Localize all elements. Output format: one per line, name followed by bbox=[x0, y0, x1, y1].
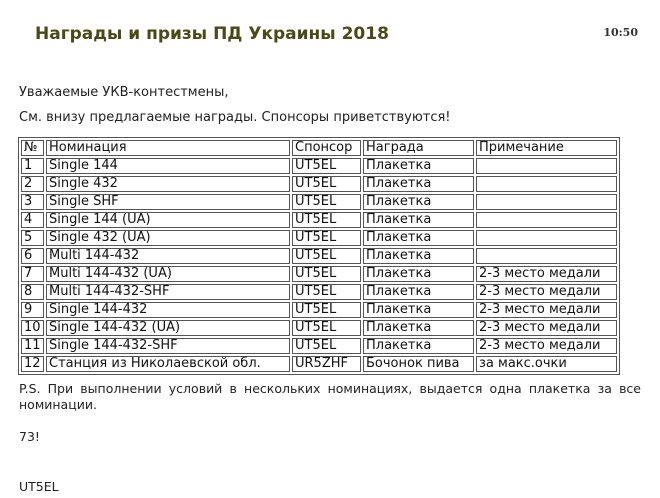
table-cell: Плакетка bbox=[363, 284, 474, 300]
table-cell: Single 432 (UA) bbox=[46, 230, 290, 246]
table-cell: Single 144-432 (UA) bbox=[46, 320, 290, 336]
table-cell: Плакетка bbox=[363, 248, 474, 264]
table-cell: UT5EL bbox=[292, 248, 361, 264]
table-cell: UT5EL bbox=[292, 302, 361, 318]
table-cell: 7 bbox=[21, 266, 44, 282]
column-header: № bbox=[21, 140, 44, 156]
table-cell bbox=[476, 158, 617, 174]
table-cell: Плакетка bbox=[363, 194, 474, 210]
table-cell: 12 bbox=[21, 356, 44, 372]
table-cell bbox=[476, 194, 617, 210]
table-cell: 2-3 место медали bbox=[476, 266, 617, 282]
timestamp: 10:50 bbox=[603, 26, 638, 39]
column-header: Награда bbox=[363, 140, 474, 156]
table-cell: Single 144-432 bbox=[46, 302, 290, 318]
table-cell: Multi 144-432 bbox=[46, 248, 290, 264]
table-cell: 9 bbox=[21, 302, 44, 318]
column-header: Спонсор bbox=[292, 140, 361, 156]
table-cell: 2-3 место медали bbox=[476, 284, 617, 300]
table-cell: UT5EL bbox=[292, 320, 361, 336]
table-row bbox=[21, 176, 617, 192]
page-title: Награды и призы ПД Украины 2018 bbox=[35, 24, 389, 44]
table-row bbox=[21, 248, 617, 264]
table-cell bbox=[476, 212, 617, 228]
closing-text: 73! bbox=[19, 429, 40, 444]
table-cell: UT5EL bbox=[292, 176, 361, 192]
table-cell: UT5EL bbox=[292, 194, 361, 210]
table-cell: Плакетка bbox=[363, 302, 474, 318]
greeting-text: Уважаемые УКВ-контестмены, bbox=[19, 85, 229, 100]
table-cell: Плакетка bbox=[363, 158, 474, 174]
table-cell: 6 bbox=[21, 248, 44, 264]
table-cell: Single 144 (UA) bbox=[46, 212, 290, 228]
table-cell: UR5ZHF bbox=[292, 356, 361, 372]
table-cell: UT5EL bbox=[292, 266, 361, 282]
table-row bbox=[21, 356, 617, 372]
table-cell: UT5EL bbox=[292, 338, 361, 354]
table-cell: Single 144 bbox=[46, 158, 290, 174]
table-cell: Плакетка bbox=[363, 176, 474, 192]
intro-text: См. внизу предлагаемые награды. Спонсоры приветствуются! bbox=[19, 110, 451, 125]
table-cell: Станция из Николаевской обл. bbox=[46, 356, 290, 372]
table-cell: Single SHF bbox=[46, 194, 290, 210]
column-header: Примечание bbox=[476, 140, 617, 156]
table-cell: Multi 144-432-SHF bbox=[46, 284, 290, 300]
table-row bbox=[21, 302, 617, 318]
table-cell: Бочонок пива bbox=[363, 356, 474, 372]
postscript-text: P.S. При выполнении условий в нескольких номинациях, выдается одна плакетка за все номинации. bbox=[19, 381, 641, 412]
table-cell: 3 bbox=[21, 194, 44, 210]
table-cell: за макс.очки bbox=[476, 356, 617, 372]
table-cell bbox=[476, 248, 617, 264]
column-header: Номинация bbox=[46, 140, 290, 156]
table-cell: Плакетка bbox=[363, 338, 474, 354]
table-row bbox=[21, 338, 617, 354]
table-cell: Плакетка bbox=[363, 320, 474, 336]
table-cell: 11 bbox=[21, 338, 44, 354]
table-cell: Плакетка bbox=[363, 266, 474, 282]
table-row bbox=[21, 266, 617, 282]
table-cell: Плакетка bbox=[363, 212, 474, 228]
table-cell: 2-3 место медали bbox=[476, 338, 617, 354]
table-cell: 4 bbox=[21, 212, 44, 228]
table-cell: UT5EL bbox=[292, 212, 361, 228]
table-row bbox=[21, 284, 617, 300]
table-cell: Single 432 bbox=[46, 176, 290, 192]
table-cell: Single 144-432-SHF bbox=[46, 338, 290, 354]
table-cell: UT5EL bbox=[292, 230, 361, 246]
table-cell bbox=[476, 176, 617, 192]
table-row bbox=[21, 230, 617, 246]
table-cell bbox=[476, 230, 617, 246]
table-row bbox=[21, 194, 617, 210]
table-cell: 2-3 место медали bbox=[476, 320, 617, 336]
table-cell: 5 bbox=[21, 230, 44, 246]
table-cell: 1 bbox=[21, 158, 44, 174]
table-header-row bbox=[21, 140, 617, 156]
table-cell: UT5EL bbox=[292, 284, 361, 300]
awards-table bbox=[18, 137, 620, 375]
table-cell: 10 bbox=[21, 320, 44, 336]
table-row bbox=[21, 320, 617, 336]
table-row bbox=[21, 158, 617, 174]
table-cell: Плакетка bbox=[363, 230, 474, 246]
table-cell: 8 bbox=[21, 284, 44, 300]
table-cell: UT5EL bbox=[292, 158, 361, 174]
table-cell: 2-3 место медали bbox=[476, 302, 617, 318]
table-row bbox=[21, 212, 617, 228]
table-cell: 2 bbox=[21, 176, 44, 192]
table-cell: Multi 144-432 (UA) bbox=[46, 266, 290, 282]
signature-text: UT5EL bbox=[19, 479, 59, 494]
